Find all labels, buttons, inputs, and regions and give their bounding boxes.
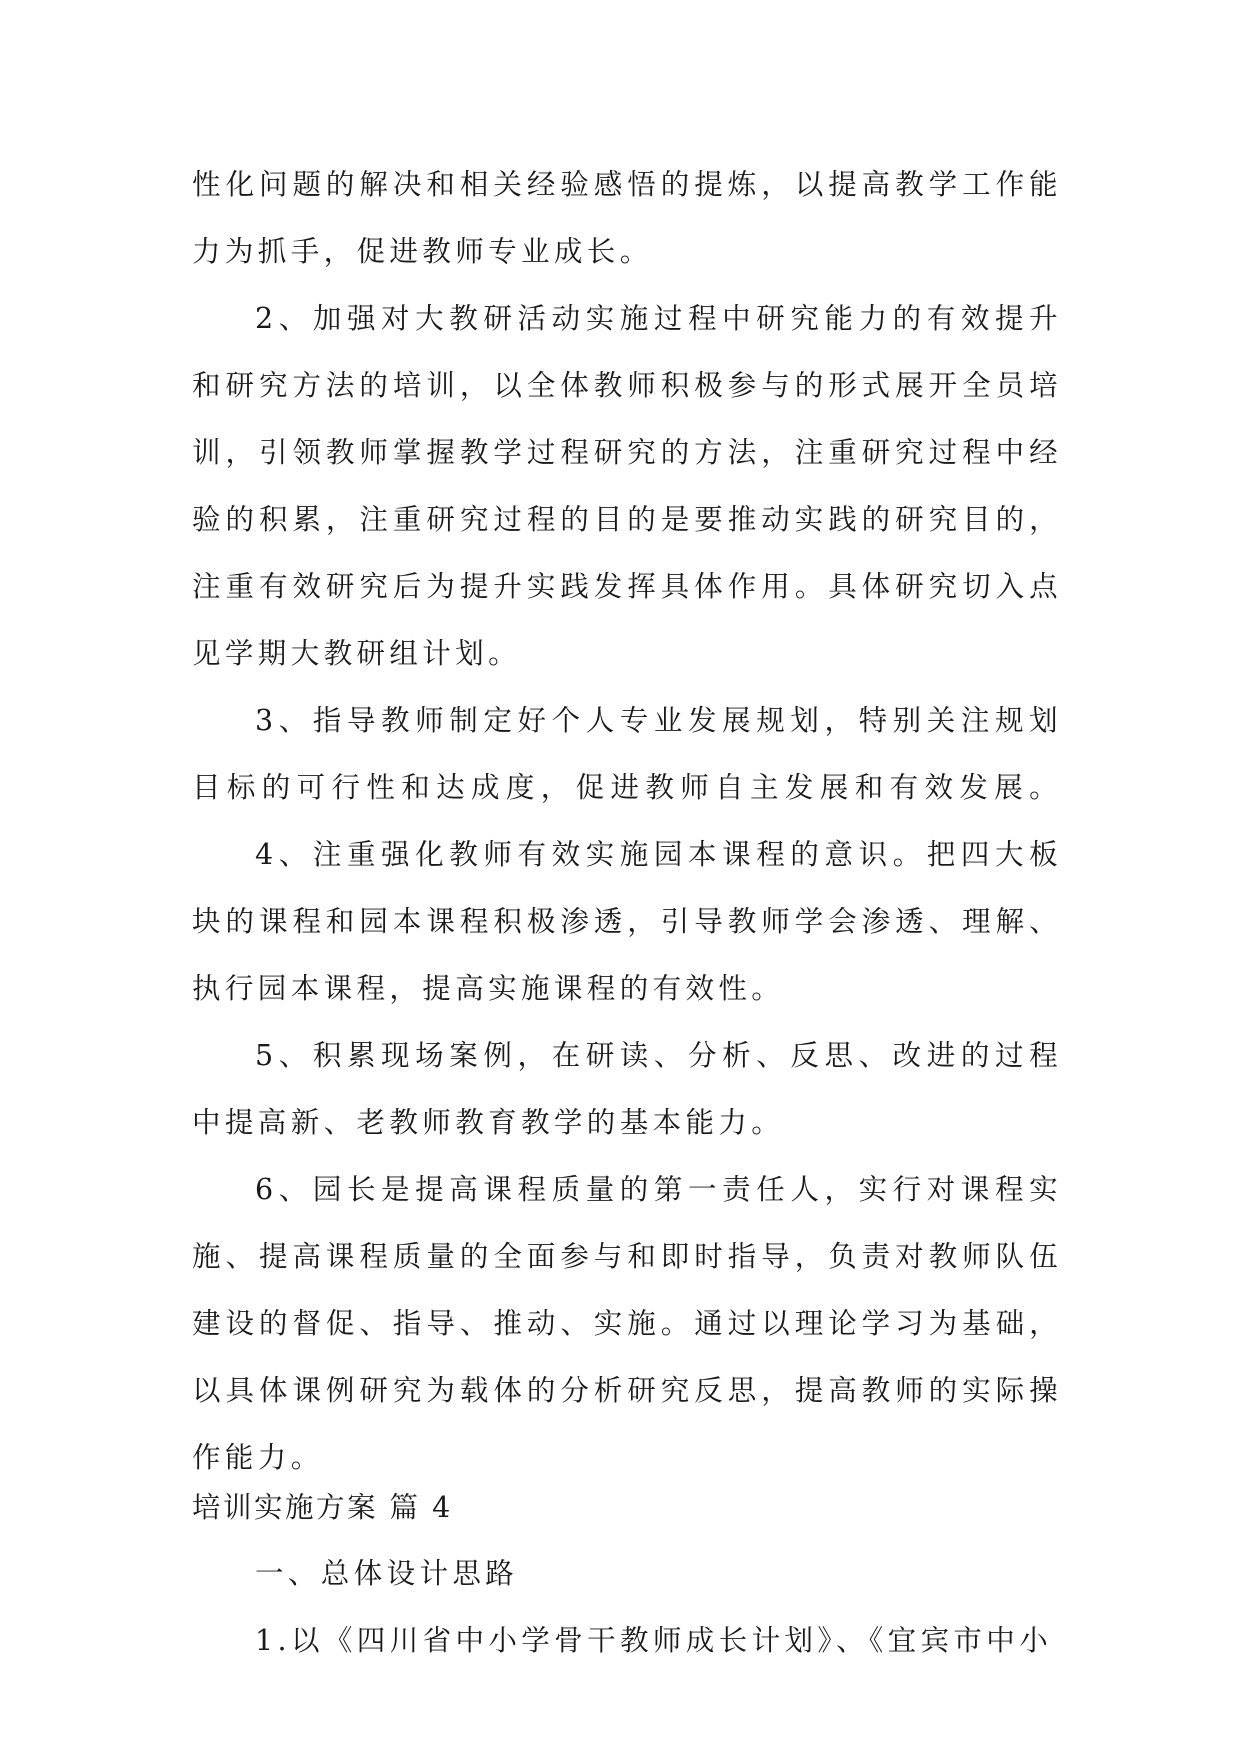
text-line: 中提高新、老教师教育教学的基本能力。	[192, 1106, 785, 1139]
text-line: 训，引领教师掌握教学过程研究的方法，注重研究过程中经	[192, 436, 1062, 469]
text-line: 建设的督促、指导、推动、实施。通过以理论学习为基础，	[192, 1307, 1062, 1340]
paragraph-item-2	[192, 285, 1062, 687]
text-line: 2、加强对大教研活动实施过程中研究能力的有效提升	[255, 302, 1062, 335]
text-line: 和研究方法的培训，以全体教师积极参与的形式展开全员培	[192, 369, 1062, 402]
text-line: 目标的可行性和达成度，促进教师自主发展和有效发展。	[192, 771, 1062, 804]
text-line: 5、积累现场案例，在研读、分析、反思、改进的过程	[255, 1039, 1062, 1072]
paragraph-item-5	[192, 1022, 1062, 1156]
text-line: 施、提高课程质量的全面参与和即时指导，负责对教师队伍	[192, 1240, 1062, 1273]
text-line: 3、指导教师制定好个人专业发展规划，特别关注规划	[255, 704, 1062, 737]
text-line: 6、园长是提高课程质量的第一责任人，实行对课程实	[255, 1173, 1062, 1206]
paragraph-item-6	[192, 1156, 1062, 1491]
paragraph-item-3	[192, 687, 1062, 821]
text-line: 块的课程和园本课程积极渗透，引导教师学会渗透、理解、	[192, 905, 1062, 938]
section-title: 培训实施方案 篇 4	[192, 1491, 453, 1524]
paragraph-first-line: 1.以《四川省中小学骨干教师成长计划》、《宜宾市中小	[255, 1624, 1053, 1657]
text-line: 注重有效研究后为提升实践发挥具体作用。具体研究切入点	[192, 570, 1062, 603]
text-line: 作能力。	[192, 1441, 324, 1474]
section-subtitle: 一、总体设计思路	[255, 1557, 519, 1590]
text-line: 力为抓手，促进教师专业成长。	[192, 235, 653, 268]
text-line: 验的积累，注重研究过程的目的是要推动实践的研究目的，	[192, 503, 1062, 536]
text-line: 见学期大教研组计划。	[192, 637, 522, 670]
text-line: 执行园本课程，提高实施课程的有效性。	[192, 972, 785, 1005]
text-line: 性化问题的解决和相关经验感悟的提炼，以提高教学工作能	[192, 168, 1062, 201]
text-line: 以具体课例研究为载体的分析研究反思，提高教师的实际操	[192, 1374, 1062, 1407]
paragraph-item-4	[192, 821, 1062, 1022]
paragraph-continued	[192, 151, 1062, 285]
text-line: 4、注重强化教师有效实施园本课程的意识。把四大板	[255, 838, 1062, 871]
